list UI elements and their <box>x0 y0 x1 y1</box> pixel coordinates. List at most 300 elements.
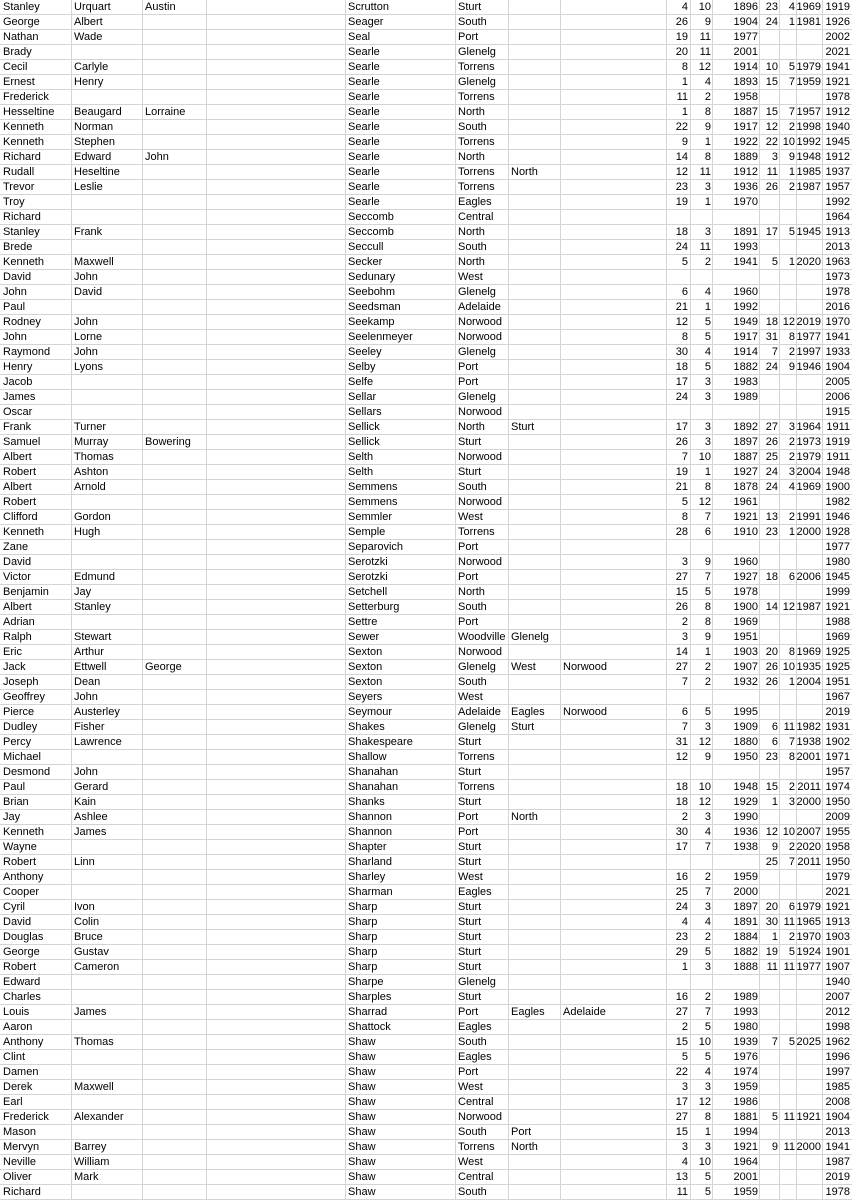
birth-year-cell[interactable]: 1892 <box>733 421 758 433</box>
death-day-cell[interactable]: 5 <box>771 1111 778 1123</box>
first-name-cell[interactable]: Edward <box>3 976 41 988</box>
death-month-cell[interactable] <box>779 30 795 45</box>
club-2-cell[interactable] <box>511 585 560 600</box>
second-name-cell[interactable]: Hugh <box>74 526 101 538</box>
extra-cell[interactable] <box>209 510 345 525</box>
birth-month-cell[interactable]: 2 <box>704 931 711 943</box>
surname-cell[interactable]: Shaw <box>348 1126 376 1138</box>
club-1-cell[interactable]: Torrens <box>458 91 495 103</box>
second-name-cell[interactable] <box>74 495 142 510</box>
death-day-cell[interactable]: 6 <box>771 736 778 748</box>
second-name-cell[interactable]: Beaugard <box>74 106 122 118</box>
debut-year-cell[interactable]: 2005 <box>825 376 850 388</box>
birth-day-cell[interactable]: 7 <box>681 721 688 733</box>
death-month-cell[interactable]: 2 <box>788 781 795 793</box>
club-1-cell[interactable]: Eagles <box>458 1051 492 1063</box>
club-1-cell[interactable]: Norwood <box>458 331 503 343</box>
birth-day-cell[interactable]: 30 <box>675 346 688 358</box>
death-year-cell[interactable]: 1982 <box>796 721 821 733</box>
first-name-cell[interactable]: David <box>3 556 32 568</box>
death-year-cell[interactable] <box>796 615 821 630</box>
third-name-cell[interactable] <box>145 1005 206 1020</box>
surname-cell[interactable]: Shaw <box>348 1111 376 1123</box>
death-year-cell[interactable] <box>796 240 821 255</box>
club-3-cell[interactable] <box>563 1035 666 1050</box>
club-3-cell[interactable] <box>563 165 666 180</box>
death-day-cell[interactable] <box>759 630 778 645</box>
birth-month-cell[interactable]: 5 <box>704 946 711 958</box>
death-year-cell[interactable] <box>796 765 821 780</box>
death-year-cell[interactable] <box>796 1065 821 1080</box>
birth-month-cell[interactable]: 4 <box>704 1066 711 1078</box>
birth-month-cell[interactable] <box>690 270 711 285</box>
club-3-cell[interactable] <box>563 525 666 540</box>
birth-year-cell[interactable] <box>712 975 758 990</box>
death-year-cell[interactable] <box>796 630 821 645</box>
second-name-cell[interactable] <box>74 540 142 555</box>
third-name-cell[interactable] <box>145 900 206 915</box>
death-month-cell[interactable] <box>779 390 795 405</box>
death-year-cell[interactable]: 2006 <box>796 571 821 583</box>
birth-day-cell[interactable]: 8 <box>681 511 688 523</box>
death-year-cell[interactable]: 2001 <box>796 751 821 763</box>
birth-year-cell[interactable] <box>712 855 758 870</box>
club-3-cell[interactable] <box>563 495 666 510</box>
surname-cell[interactable]: Selfe <box>348 376 374 388</box>
second-name-cell[interactable]: Fisher <box>74 721 105 733</box>
birth-month-cell[interactable]: 7 <box>704 571 711 583</box>
death-month-cell[interactable]: 5 <box>788 61 795 73</box>
birth-year-cell[interactable]: 1992 <box>733 301 758 313</box>
club-3-cell[interactable] <box>563 900 666 915</box>
birth-month-cell[interactable]: 1 <box>704 646 711 658</box>
birth-day-cell[interactable]: 13 <box>675 1171 688 1183</box>
death-year-cell[interactable]: 1992 <box>796 136 821 148</box>
first-name-cell[interactable]: Derek <box>3 1081 33 1093</box>
extra-cell[interactable] <box>209 405 345 420</box>
third-name-cell[interactable] <box>145 285 206 300</box>
birth-month-cell[interactable]: 2 <box>704 676 711 688</box>
second-name-cell[interactable]: Norman <box>74 121 114 133</box>
birth-year-cell[interactable]: 1989 <box>733 991 758 1003</box>
death-month-cell[interactable]: 12 <box>782 316 795 328</box>
surname-cell[interactable]: Seal <box>348 31 371 43</box>
third-name-cell[interactable] <box>145 480 206 495</box>
death-day-cell[interactable] <box>759 1080 778 1095</box>
club-1-cell[interactable]: Glenelg <box>458 286 496 298</box>
extra-cell[interactable] <box>209 315 345 330</box>
birth-day-cell[interactable]: 22 <box>675 121 688 133</box>
debut-year-cell[interactable]: 2019 <box>825 1171 850 1183</box>
surname-cell[interactable]: Shaw <box>348 1096 376 1108</box>
club-2-cell[interactable] <box>511 735 560 750</box>
death-day-cell[interactable]: 20 <box>765 901 778 913</box>
death-year-cell[interactable]: 2004 <box>796 676 821 688</box>
club-2-cell[interactable] <box>511 855 560 870</box>
club-2-cell[interactable] <box>511 210 560 225</box>
surname-cell[interactable]: Searle <box>348 136 380 148</box>
debut-year-cell[interactable]: 1919 <box>825 436 850 448</box>
death-month-cell[interactable]: 1 <box>788 676 795 688</box>
club-2-cell[interactable] <box>511 1035 560 1050</box>
club-1-cell[interactable]: South <box>458 1036 487 1048</box>
birth-month-cell[interactable]: 1 <box>704 136 711 148</box>
club-3-cell[interactable] <box>563 915 666 930</box>
birth-month-cell[interactable]: 2 <box>704 91 711 103</box>
extra-cell[interactable] <box>209 90 345 105</box>
death-day-cell[interactable]: 13 <box>765 511 778 523</box>
birth-month-cell[interactable] <box>690 975 711 990</box>
birth-month-cell[interactable]: 9 <box>704 121 711 133</box>
death-day-cell[interactable] <box>759 195 778 210</box>
extra-cell[interactable] <box>209 675 345 690</box>
death-month-cell[interactable] <box>779 585 795 600</box>
surname-cell[interactable]: Separovich <box>348 541 404 553</box>
birth-month-cell[interactable]: 4 <box>704 76 711 88</box>
third-name-cell[interactable] <box>145 855 206 870</box>
club-3-cell[interactable] <box>563 210 666 225</box>
third-name-cell[interactable] <box>145 780 206 795</box>
surname-cell[interactable]: Shanahan <box>348 766 399 778</box>
death-year-cell[interactable]: 1945 <box>796 226 821 238</box>
club-1-cell[interactable]: Central <box>458 1171 494 1183</box>
surname-cell[interactable]: Seedsman <box>348 301 401 313</box>
death-day-cell[interactable]: 19 <box>765 946 778 958</box>
death-day-cell[interactable] <box>759 240 778 255</box>
surname-cell[interactable]: Searle <box>348 181 380 193</box>
debut-year-cell[interactable]: 1940 <box>825 121 850 133</box>
birth-year-cell[interactable]: 2000 <box>733 886 758 898</box>
first-name-cell[interactable]: Kenneth <box>3 826 44 838</box>
third-name-cell[interactable] <box>145 840 206 855</box>
first-name-cell[interactable]: Ralph <box>3 631 32 643</box>
birth-year-cell[interactable]: 1897 <box>733 436 758 448</box>
birth-day-cell[interactable]: 18 <box>675 226 688 238</box>
death-year-cell[interactable]: 1981 <box>796 16 821 28</box>
death-month-cell[interactable]: 7 <box>788 856 795 868</box>
surname-cell[interactable]: Seager <box>348 16 384 28</box>
first-name-cell[interactable]: Jay <box>3 811 21 823</box>
club-2-cell[interactable] <box>511 405 560 420</box>
extra-cell[interactable] <box>209 1035 345 1050</box>
debut-year-cell[interactable]: 1978 <box>825 91 850 103</box>
birth-year-cell[interactable]: 1993 <box>733 241 758 253</box>
debut-year-cell[interactable]: 1903 <box>825 931 850 943</box>
first-name-cell[interactable]: Benjamin <box>3 586 49 598</box>
death-year-cell[interactable] <box>796 810 821 825</box>
second-name-cell[interactable] <box>74 405 142 420</box>
surname-cell[interactable]: Sellick <box>348 421 380 433</box>
death-year-cell[interactable] <box>796 1170 821 1185</box>
second-name-cell[interactable]: Gerard <box>74 781 109 793</box>
first-name-cell[interactable]: Oliver <box>3 1171 32 1183</box>
death-year-cell[interactable] <box>796 1080 821 1095</box>
club-3-cell[interactable] <box>563 795 666 810</box>
third-name-cell[interactable] <box>145 330 206 345</box>
club-2-cell[interactable]: Sturt <box>511 721 535 733</box>
debut-year-cell[interactable]: 1915 <box>825 406 850 418</box>
birth-day-cell[interactable]: 18 <box>675 796 688 808</box>
death-day-cell[interactable]: 9 <box>771 1141 778 1153</box>
birth-year-cell[interactable]: 1881 <box>733 1111 758 1123</box>
club-3-cell[interactable] <box>563 1020 666 1035</box>
surname-cell[interactable]: Searle <box>348 106 380 118</box>
club-2-cell[interactable] <box>511 1110 560 1125</box>
club-2-cell[interactable] <box>511 555 560 570</box>
death-month-cell[interactable] <box>779 975 795 990</box>
death-year-cell[interactable] <box>796 1095 821 1110</box>
death-month-cell[interactable] <box>779 240 795 255</box>
extra-cell[interactable] <box>209 420 345 435</box>
club-2-cell[interactable] <box>511 900 560 915</box>
surname-cell[interactable]: Searle <box>348 121 380 133</box>
second-name-cell[interactable] <box>74 840 142 855</box>
birth-day-cell[interactable] <box>668 210 688 225</box>
club-1-cell[interactable]: South <box>458 121 487 133</box>
club-1-cell[interactable]: North <box>458 226 485 238</box>
death-month-cell[interactable]: 2 <box>788 931 795 943</box>
death-day-cell[interactable] <box>759 300 778 315</box>
debut-year-cell[interactable]: 1940 <box>825 976 850 988</box>
debut-year-cell[interactable]: 2008 <box>825 1096 850 1108</box>
birth-day-cell[interactable]: 3 <box>681 1141 688 1153</box>
death-year-cell[interactable] <box>796 45 821 60</box>
club-3-cell[interactable] <box>563 930 666 945</box>
surname-cell[interactable]: Sharp <box>348 901 378 913</box>
birth-month-cell[interactable]: 4 <box>704 346 711 358</box>
death-day-cell[interactable]: 14 <box>765 601 778 613</box>
extra-cell[interactable] <box>209 75 345 90</box>
debut-year-cell[interactable]: 1912 <box>825 106 850 118</box>
birth-year-cell[interactable]: 1921 <box>733 1141 758 1153</box>
birth-day-cell[interactable]: 3 <box>681 1081 688 1093</box>
birth-month-cell[interactable]: 11 <box>699 166 711 178</box>
extra-cell[interactable] <box>209 795 345 810</box>
birth-day-cell[interactable]: 24 <box>675 901 688 913</box>
second-name-cell[interactable] <box>74 615 142 630</box>
third-name-cell[interactable]: Bowering <box>145 436 191 448</box>
death-year-cell[interactable]: 2000 <box>796 1141 821 1153</box>
birth-year-cell[interactable]: 1882 <box>733 946 758 958</box>
second-name-cell[interactable] <box>74 750 142 765</box>
death-month-cell[interactable]: 3 <box>788 421 795 433</box>
birth-year-cell[interactable]: 1927 <box>733 571 758 583</box>
extra-cell[interactable] <box>209 150 345 165</box>
club-3-cell[interactable] <box>563 225 666 240</box>
extra-cell[interactable] <box>209 570 345 585</box>
third-name-cell[interactable] <box>145 870 206 885</box>
surname-cell[interactable]: Semmens <box>348 496 398 508</box>
debut-year-cell[interactable]: 1978 <box>825 1186 850 1198</box>
death-day-cell[interactable] <box>759 390 778 405</box>
birth-month-cell[interactable]: 2 <box>704 991 711 1003</box>
club-3-cell[interactable] <box>563 75 666 90</box>
birth-year-cell[interactable]: 1889 <box>733 151 758 163</box>
extra-cell[interactable] <box>209 240 345 255</box>
third-name-cell[interactable] <box>145 690 206 705</box>
club-1-cell[interactable]: Torrens <box>458 1141 495 1153</box>
club-3-cell[interactable] <box>563 285 666 300</box>
birth-month-cell[interactable]: 3 <box>704 961 711 973</box>
second-name-cell[interactable]: Thomas <box>74 1036 114 1048</box>
birth-day-cell[interactable] <box>668 855 688 870</box>
birth-day-cell[interactable]: 26 <box>675 436 688 448</box>
club-1-cell[interactable]: Sturt <box>458 436 482 448</box>
death-month-cell[interactable] <box>779 210 795 225</box>
club-3-cell[interactable] <box>563 855 666 870</box>
death-month-cell[interactable] <box>779 1080 795 1095</box>
second-name-cell[interactable]: Dean <box>74 676 101 688</box>
club-3-cell[interactable] <box>563 555 666 570</box>
debut-year-cell[interactable]: 1933 <box>825 346 850 358</box>
birth-day-cell[interactable]: 6 <box>681 286 688 298</box>
third-name-cell[interactable] <box>145 630 206 645</box>
birth-year-cell[interactable]: 1948 <box>733 781 758 793</box>
third-name-cell[interactable] <box>145 1020 206 1035</box>
second-name-cell[interactable]: Arnold <box>74 481 106 493</box>
debut-year-cell[interactable]: 1977 <box>825 541 850 553</box>
birth-month-cell[interactable]: 1 <box>704 196 711 208</box>
birth-day-cell[interactable]: 19 <box>675 196 688 208</box>
birth-year-cell[interactable]: 1888 <box>733 961 758 973</box>
birth-day-cell[interactable]: 12 <box>675 751 688 763</box>
birth-year-cell[interactable]: 1897 <box>733 901 758 913</box>
club-1-cell[interactable]: South <box>458 1126 487 1138</box>
surname-cell[interactable]: Seebohm <box>348 286 396 298</box>
death-day-cell[interactable]: 5 <box>771 256 778 268</box>
second-name-cell[interactable] <box>74 1050 142 1065</box>
club-1-cell[interactable]: South <box>458 16 487 28</box>
club-3-cell[interactable]: Norwood <box>563 661 608 673</box>
club-2-cell[interactable] <box>511 1065 560 1080</box>
club-2-cell[interactable] <box>511 285 560 300</box>
birth-year-cell[interactable]: 1910 <box>733 526 758 538</box>
surname-cell[interactable]: Sexton <box>348 646 383 658</box>
birth-month-cell[interactable]: 2 <box>704 661 711 673</box>
club-3-cell[interactable] <box>563 420 666 435</box>
debut-year-cell[interactable]: 1921 <box>825 601 850 613</box>
birth-day-cell[interactable]: 4 <box>681 1156 688 1168</box>
club-1-cell[interactable]: Torrens <box>458 166 495 178</box>
birth-month-cell[interactable]: 5 <box>704 1171 711 1183</box>
birth-year-cell[interactable]: 1976 <box>733 1051 758 1063</box>
birth-year-cell[interactable]: 1994 <box>733 1126 758 1138</box>
debut-year-cell[interactable]: 2013 <box>825 241 850 253</box>
third-name-cell[interactable] <box>145 15 206 30</box>
debut-year-cell[interactable]: 1955 <box>825 826 850 838</box>
death-month-cell[interactable]: 11 <box>783 916 795 928</box>
death-year-cell[interactable] <box>796 1155 821 1170</box>
birth-year-cell[interactable]: 1922 <box>733 136 758 148</box>
third-name-cell[interactable] <box>145 1110 206 1125</box>
surname-cell[interactable]: Sewer <box>348 631 380 643</box>
club-2-cell[interactable] <box>511 690 560 705</box>
club-1-cell[interactable]: Port <box>458 811 479 823</box>
birth-day-cell[interactable]: 2 <box>681 1021 688 1033</box>
club-2-cell[interactable] <box>511 990 560 1005</box>
third-name-cell[interactable] <box>145 1050 206 1065</box>
club-3-cell[interactable] <box>563 30 666 45</box>
birth-year-cell[interactable]: 1921 <box>733 511 758 523</box>
first-name-cell[interactable]: Cecil <box>3 61 28 73</box>
birth-day-cell[interactable]: 14 <box>675 151 688 163</box>
club-2-cell[interactable] <box>511 1095 560 1110</box>
death-day-cell[interactable] <box>759 285 778 300</box>
second-name-cell[interactable]: Edward <box>74 151 112 163</box>
first-name-cell[interactable]: Brede <box>3 241 33 253</box>
death-day-cell[interactable]: 6 <box>771 721 778 733</box>
debut-year-cell[interactable]: 2021 <box>825 886 850 898</box>
club-2-cell[interactable] <box>511 75 560 90</box>
surname-cell[interactable]: Sedunary <box>348 271 396 283</box>
birth-day-cell[interactable]: 24 <box>675 241 688 253</box>
club-3-cell[interactable]: Adelaide <box>563 1006 606 1018</box>
club-1-cell[interactable]: Sturt <box>458 991 482 1003</box>
surname-cell[interactable]: Semmens <box>348 481 398 493</box>
debut-year-cell[interactable]: 1950 <box>825 856 850 868</box>
second-name-cell[interactable]: Austerley <box>74 706 120 718</box>
extra-cell[interactable] <box>209 45 345 60</box>
death-day-cell[interactable]: 7 <box>771 346 778 358</box>
third-name-cell[interactable] <box>145 405 206 420</box>
first-name-cell[interactable]: Albert <box>3 451 32 463</box>
death-month-cell[interactable]: 12 <box>782 601 795 613</box>
debut-year-cell[interactable]: 1992 <box>825 196 850 208</box>
extra-cell[interactable] <box>209 600 345 615</box>
club-2-cell[interactable]: Eagles <box>511 706 545 718</box>
club-3-cell[interactable] <box>563 885 666 900</box>
surname-cell[interactable]: Semmler <box>348 511 393 523</box>
third-name-cell[interactable] <box>145 375 206 390</box>
first-name-cell[interactable]: John <box>3 286 27 298</box>
death-day-cell[interactable]: 26 <box>765 661 778 673</box>
club-2-cell[interactable] <box>511 90 560 105</box>
club-2-cell[interactable] <box>511 915 560 930</box>
first-name-cell[interactable]: Desmond <box>3 766 51 778</box>
surname-cell[interactable]: Shaw <box>348 1156 376 1168</box>
death-day-cell[interactable]: 26 <box>765 436 778 448</box>
club-2-cell[interactable] <box>511 675 560 690</box>
death-year-cell[interactable]: 1969 <box>796 481 821 493</box>
death-month-cell[interactable] <box>779 690 795 705</box>
club-2-cell[interactable]: Eagles <box>511 1006 545 1018</box>
death-day-cell[interactable] <box>759 765 778 780</box>
club-3-cell[interactable] <box>563 780 666 795</box>
birth-year-cell[interactable] <box>712 765 758 780</box>
surname-cell[interactable]: Searle <box>348 91 380 103</box>
death-month-cell[interactable] <box>779 195 795 210</box>
birth-day-cell[interactable]: 31 <box>675 736 688 748</box>
death-month-cell[interactable] <box>779 1155 795 1170</box>
club-3-cell[interactable] <box>563 645 666 660</box>
birth-month-cell[interactable]: 12 <box>698 736 711 748</box>
debut-year-cell[interactable]: 2013 <box>825 1126 850 1138</box>
death-day-cell[interactable] <box>759 615 778 630</box>
death-day-cell[interactable]: 23 <box>765 751 778 763</box>
club-1-cell[interactable]: South <box>458 676 487 688</box>
death-year-cell[interactable] <box>796 1020 821 1035</box>
extra-cell[interactable] <box>209 750 345 765</box>
second-name-cell[interactable]: Henry <box>74 76 104 88</box>
birth-year-cell[interactable]: 1896 <box>733 1 758 13</box>
club-1-cell[interactable]: Adelaide <box>458 301 501 313</box>
club-3-cell[interactable] <box>563 255 666 270</box>
birth-year-cell[interactable]: 1959 <box>733 1081 758 1093</box>
birth-day-cell[interactable]: 3 <box>681 556 688 568</box>
birth-day-cell[interactable]: 28 <box>675 526 688 538</box>
death-month-cell[interactable]: 2 <box>788 346 795 358</box>
birth-month-cell[interactable]: 11 <box>699 241 711 253</box>
